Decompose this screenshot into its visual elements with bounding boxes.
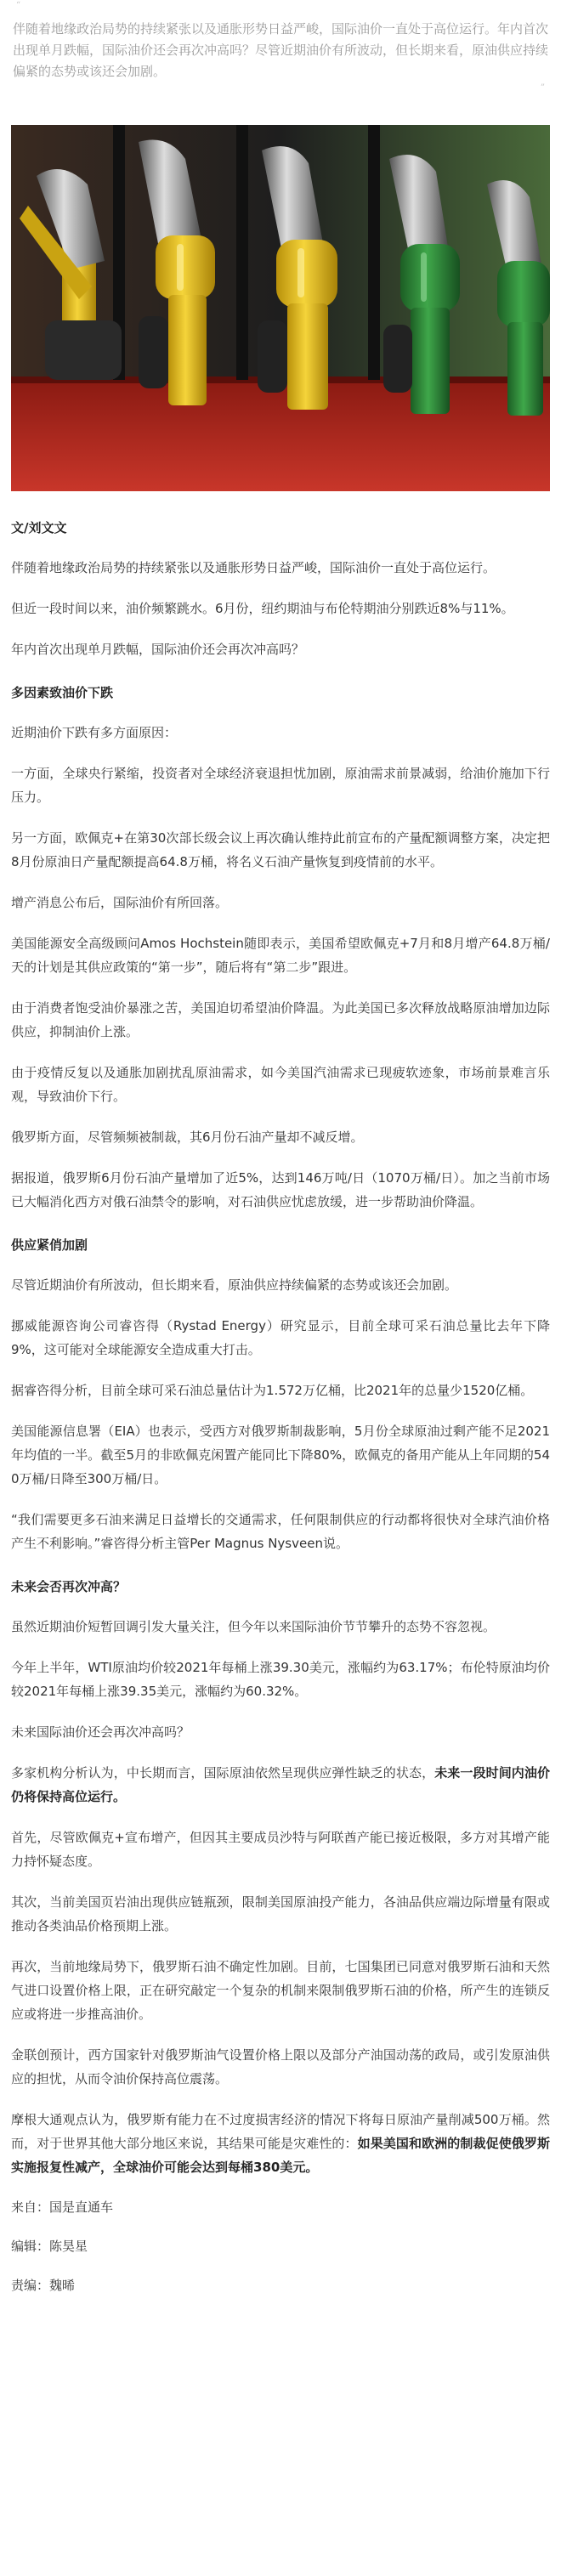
article-summary [11, 19, 550, 99]
paragraph [11, 2108, 550, 2179]
paragraph: 美国能源信息署（EIA）也表示，受西方对俄罗斯制裁影响，5月份全球原油过剩产能不足2021年均值的一半。截至5月的非欧佩克闲置产能同比下降80%，欧佩克的备用产能从上年同期的540万桶/日降至300万桶/日。 [11, 1424, 550, 1486]
paragraph [11, 1761, 550, 1809]
duty-editor-line: 责编：魏晞 [11, 2278, 76, 2293]
editor-line: 编辑：陈昊星 [11, 2239, 88, 2254]
paragraph: 挪威能源咨询公司睿咨得（Rystad Energy）研究显示，目前全球可采石油总量比去年下降9%，这可能对全球能源安全造成重大打击。 [11, 1318, 550, 1357]
paragraph: 伴随着地缘政治局势的持续紧张以及通胀形势日益严峻，国际油价一直处于高位运行。 [11, 560, 496, 575]
paragraph: 据睿咨得分析，目前全球可采石油总量估计为1.572万亿桶，比2021年的总量少1520亿桶。 [11, 1383, 534, 1398]
paragraph: 由于消费者饱受油价暴涨之苦，美国迫切希望油价降温。为此美国已多次释放战略原油增加边际供应，抑制油价上涨。 [11, 1000, 550, 1039]
paragraph: 今年上半年，WTI原油均价较2021年每桶上涨39.30美元，涨幅约为63.17%；布伦特原油均价较2021年每桶上涨39.35美元，涨幅约为60.32%。 [11, 1660, 550, 1699]
paragraph: 未来国际油价还会再次冲高吗？ [11, 1724, 190, 1740]
paragraph: 年内首次出现单月跌幅，国际油价还会再次冲高吗？ [11, 642, 305, 657]
paragraph: 近期油价下跌有多方面原因： [11, 725, 178, 740]
paragraph-text: 多家机构分析认为，中长期而言，国际原油依然呈现供应弹性缺乏的状态， [11, 1765, 435, 1781]
paragraph: 再次，当前地缘局势下，俄罗斯石油不确定性加剧。目前，七国集团已同意对俄罗斯石油和天然气进口设置价格上限，正在研究敲定一个复杂的机制来限制俄罗斯石油的价格，所产生的连锁反应或将进一步推高油价。 [11, 1959, 550, 2022]
paragraph: 据报道，俄罗斯6月份石油产量增加了近5%，达到146万吨/日（1070万桶/日）。加之当前市场已大幅消化西方对俄石油禁令的影响，对石油供应忧虑放缓，进一步帮助油价降温。 [11, 1170, 550, 1209]
paragraph: 虽然近期油价短暂回调引发大量关注，但今年以来国际油价节节攀升的态势不容忽视。 [11, 1619, 496, 1634]
byline: 文/刘文文 [11, 520, 67, 535]
paragraph: 一方面，全球央行紧缩，投资者对全球经济衰退担忧加剧，原油需求前景减弱，给油价施加下行压力。 [11, 766, 550, 805]
source-line: 来自：国是直通车 [11, 2200, 114, 2215]
quote-close-icon: ” [540, 83, 545, 93]
fuel-nozzles-illustration [11, 125, 550, 491]
article-body [11, 517, 550, 2296]
paragraph: 俄罗斯方面，尽管频频被制裁，其6月份石油产量却不减反增。 [11, 1129, 364, 1145]
paragraph: 尽管近期油价有所波动，但长期来看，原油供应持续偏紧的态势或该还会加剧。 [11, 1277, 458, 1293]
paragraph: “我们需要更多石油来满足日益增长的交通需求，任何限制供应的行动都将很快对全球汽油价格产生不利影响。”睿咨得分析主管Per Magnus Nysveen说。 [11, 1512, 550, 1551]
paragraph: 首先，尽管欧佩克+宣布增产，但因其主要成员沙特与阿联酋产能已接近极限，多方对其增产能力持怀疑态度。 [11, 1830, 550, 1869]
summary-top [11, 0, 550, 10]
summary-text: 伴随着地缘政治局势的持续紧张以及通胀形势日益严峻，国际油价一直处于高位运行。年内首次出现单月跌幅，国际油价还会再次冲高吗？尽管近期油价有所波动，但长期来看，原油供应持续偏紧的态势或该还会加剧。 [13, 21, 549, 79]
quote-open-icon: “ [16, 1, 21, 10]
paragraph-emphasis: 如果美国和欧洲的制裁促使俄罗斯实施报复性减产，全球油价可能会达到每桶380美元。 [11, 2136, 550, 2175]
section-heading: 未来会否再次冲高？ [11, 1579, 127, 1594]
paragraph: 但近一段时间以来，油价频繁跳水。6月份，纽约期油与布伦特期油分别跌近8%与11%。 [11, 601, 514, 616]
hero-image-fuel-nozzles [11, 125, 550, 491]
paragraph: 金联创预计，西方国家针对俄罗斯油气设置价格上限以及部分产油国动荡的政局，或引发原油供应的担忧，从而令油价保持高位震荡。 [11, 2047, 550, 2086]
paragraph: 增产消息公布后，国际油价有所回落。 [11, 895, 229, 910]
paragraph-emphasis: 未来一段时间内油价仍将保持高位运行。 [11, 1765, 550, 1804]
paragraph: 美国能源安全高级顾问Amos Hochstein随即表示，美国希望欧佩克+7月和8月增产64.8万桶/天的计划是其供应政策的“第一步”，随后将有“第二步”跟进。 [11, 936, 550, 975]
paragraph: 另一方面，欧佩克+在第30次部长级会议上再次确认维持此前宣布的产量配额调整方案，决定把8月份原油日产量配额提高64.8万桶，将名义石油产量恢复到疫情前的水平。 [11, 830, 550, 869]
paragraph: 由于疫情反复以及通胀加剧扰乱原油需求，如今美国汽油需求已现疲软迹象，市场前景难言乐观，导致油价下行。 [11, 1065, 550, 1104]
section-heading: 供应紧俏加剧 [11, 1237, 88, 1253]
section-heading: 多因素致油价下跌 [11, 685, 114, 700]
paragraph: 其次，当前美国页岩油出现供应链瓶颈，限制美国原油投产能力，各油品供应端边际增量有限或推动各类油品价格预期上涨。 [11, 1894, 550, 1933]
paragraph-text: 摩根大通观点认为，俄罗斯有能力在不过度损害经济的情况下将每日原油产量削减500万桶。然而，对于世界其他大部分地区来说，其结果可能是灾难性的： [11, 2112, 550, 2151]
